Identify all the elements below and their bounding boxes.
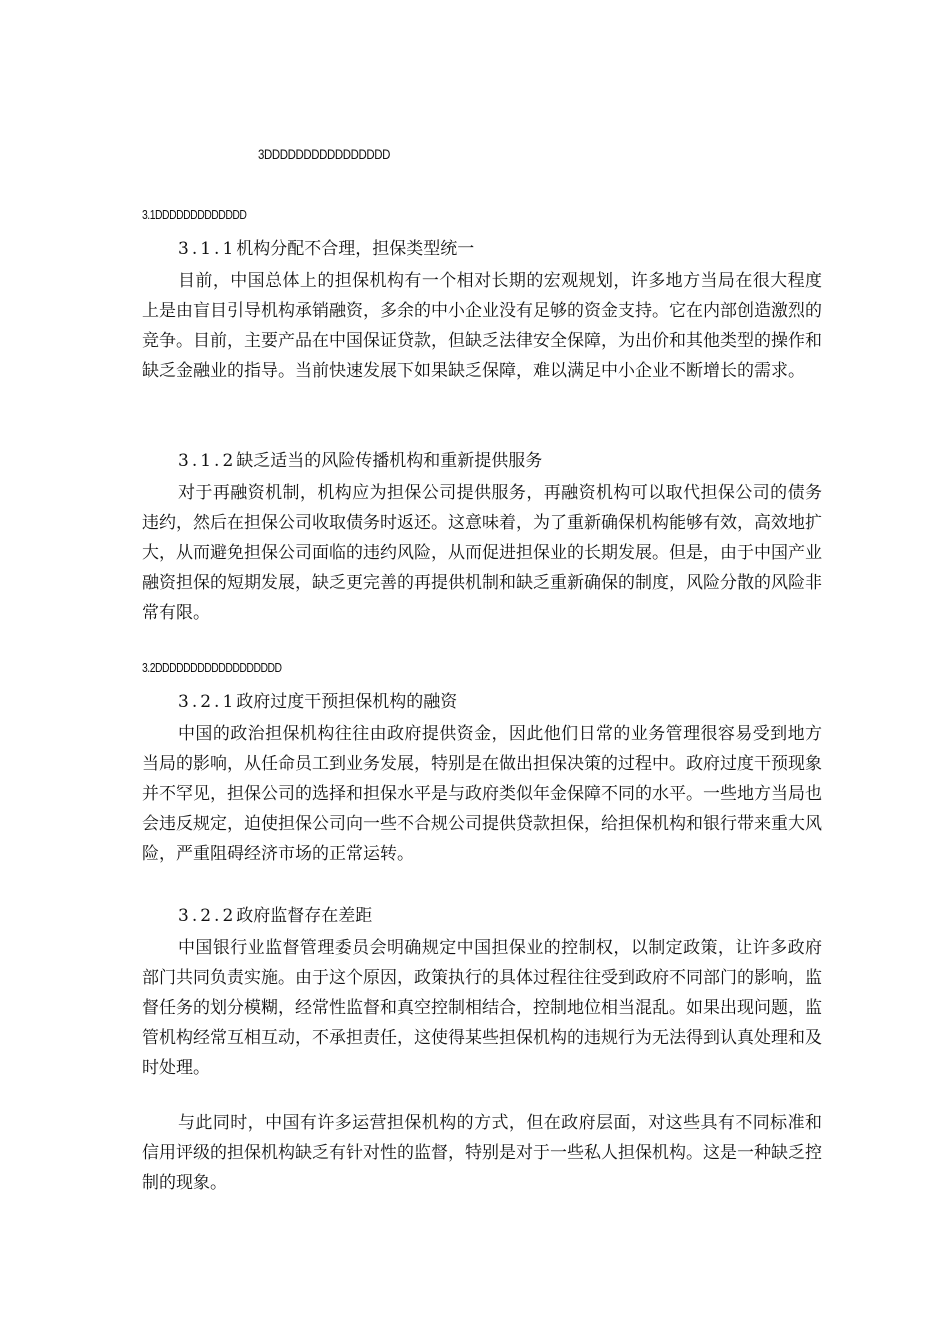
paragraph-3-2-1: 中国的政治担保机构往往由政府提供资金，因此他们日常的业务管理很容易受到地方当局的影响，从任命员工到业务发展，特别是在做出担保决策的过程中。政府过度干预现象并不罕见，担保公司的选择和担保水平是与政府类似年金保障不同的水平。一些地方当局也会违反规定，迫使担保公司向一些不合规公司提供贷款担保，给担保机构和银行带来重大风险，严重阻碍经济市场的正常运转。 (142, 724, 822, 864)
subsection-number: 3.2.1 (178, 692, 237, 712)
subsection-title: 政府监督存在差距 (236, 906, 373, 926)
paragraph-3-2-2-a: 中国银行业监督管理委员会明确规定中国担保业的控制权，以制定政策，让许多政府部门共同负责实施。由于这个原因，政策执行的具体过程往往受到政府不同部门的影响，监督任务的划分模糊，经常性监督和真空控制相结合，控制地位相当混乱。如果出现问题，监管机构经常互相互动，不承担责任，这使得某些担保机构的违规行为无法得到认真处理和及时处理。 (142, 938, 822, 1078)
subsection-number: 3.1.2 (178, 451, 237, 471)
subsection-number: 3.2.2 (178, 906, 237, 926)
subsection-number: 3.1.1 (178, 239, 237, 259)
paragraph-3-1-2: 对于再融资机制，机构应为担保公司提供服务，再融资机构可以取代担保公司的债务违约，然后在担保公司收取债务时返还。这意味着，为了重新确保机构能够有效，高效地扩大，从而避免担保公司面临的违约风险，从而促进担保业的长期发展。但是，由于中国产业融资担保的短期发展，缺乏更完善的再提供机制和缺乏重新确保的制度，风险分散的风险非常有限。 (142, 483, 822, 623)
subsection-heading-3-1-2 (178, 446, 542, 471)
paragraph-3-1-1: 目前，中国总体上的担保机构有一个相对长期的宏观规划，许多地方当局在很大程度上是由盲目引导机构承销融资，多余的中小企业没有足够的资金支持。它在内部创造激烈的竞争。目前，主要产品在中国保证贷款，但缺乏法律安全保障，为出价和其他类型的操作和缺乏金融业的指导。当前快速发展下如果缺乏保障，难以满足中小企业不断增长的需求。 (142, 271, 822, 381)
subsection-heading-3-2-2 (178, 901, 372, 926)
section-heading-3-1: 3.1DDDDDDDDDDDDD (142, 207, 247, 222)
subsection-title: 政府过度干预担保机构的融资 (236, 692, 458, 712)
section-heading-3-2: 3.2DDDDDDDDDDDDDDDDDD (142, 660, 282, 675)
subsection-title: 机构分配不合理，担保类型统一 (236, 239, 475, 259)
subsection-heading-3-1-1 (178, 234, 474, 259)
paragraph-3-2-2-b: 与此同时，中国有许多运营担保机构的方式，但在政府层面，对这些具有不同标准和信用评级的担保机构缺乏有针对性的监督，特别是对于一些私人担保机构。这是一种缺乏控制的现象。 (142, 1113, 822, 1193)
subsection-title: 缺乏适当的风险传播机构和重新提供服务 (236, 451, 543, 471)
subsection-heading-3-2-1 (178, 687, 457, 712)
chapter-title: 3DDDDDDDDDDDDDDDD (258, 146, 391, 162)
